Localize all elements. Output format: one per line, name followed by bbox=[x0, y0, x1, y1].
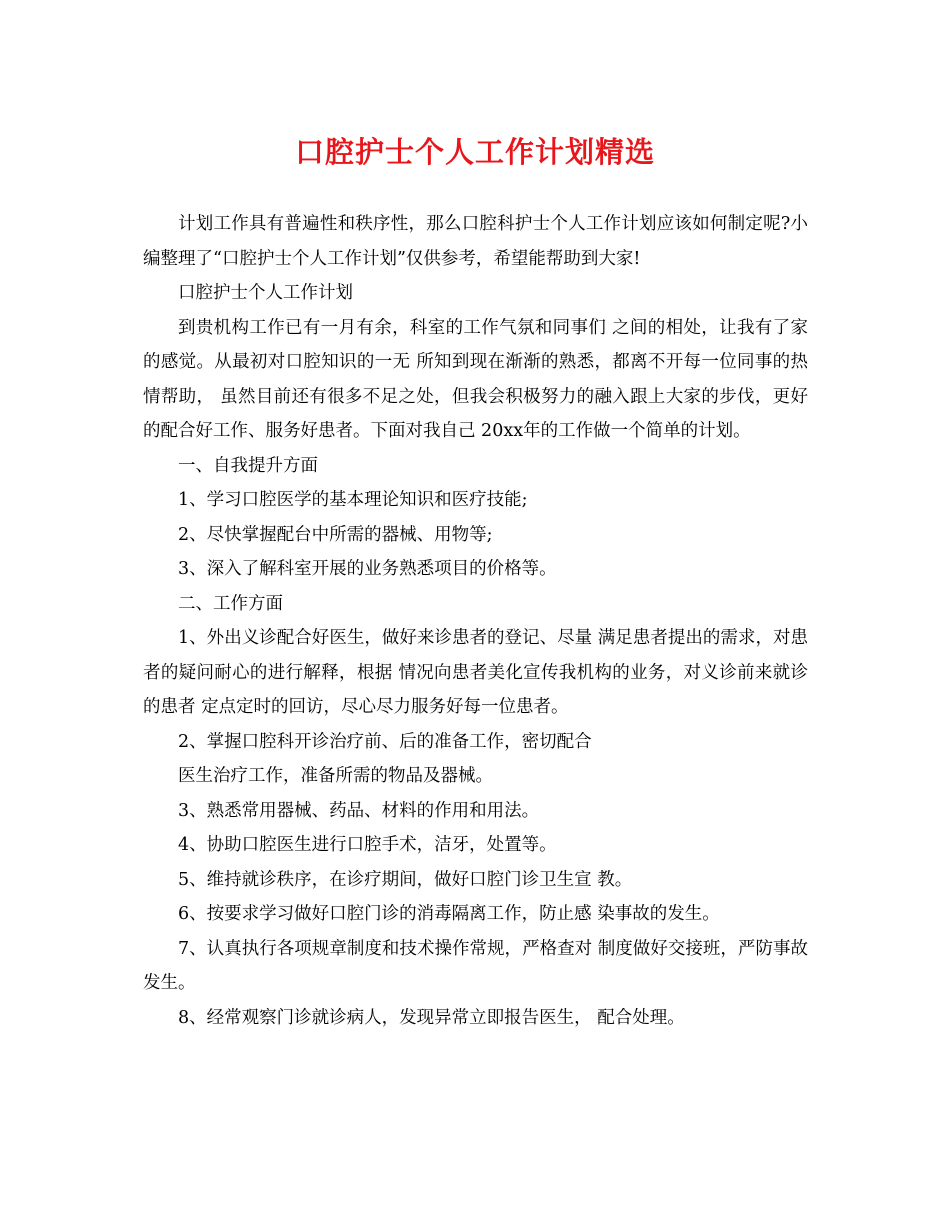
body-paragraph: 6、按要求学习做好口腔门诊的消毒隔离工作，防止感 染事故的发生。 bbox=[178, 904, 720, 924]
body-paragraph: 二、工作方面 bbox=[178, 593, 283, 614]
body-paragraph: 一、自我提升方面 bbox=[178, 455, 318, 476]
document-title: 口腔护士个人工作计划精选 bbox=[294, 135, 655, 169]
body-paragraph: 7、认真执行各项规章制度和技术操作常规，严格查对 制度做好交接班，严防事故发生。 bbox=[143, 938, 808, 993]
body-paragraph: 5、维持就诊秩序，在诊疗期间，做好口腔门诊卫生宣 教。 bbox=[178, 869, 633, 890]
body-paragraph: 2、尽快掌握配台中所需的器械、用物等; bbox=[178, 524, 493, 545]
body-paragraph: 计划工作具有普遍性和秩序性，那么口腔科护士个人工作计划应该如何制定呢?小编整理了“口腔护士个人工作计划”仅供参考，希望能帮助到大家! bbox=[143, 214, 808, 269]
body-paragraph: 4、协助口腔医生进行口腔手术，洁牙，处置等。 bbox=[178, 835, 557, 855]
body-paragraph: 到贵机构工作已有一月有余，科室的工作气氛和同事们 之间的相处，让我有了家的感觉。从最初对口腔知识的一无 所知到现在渐渐的熟悉，都离不开每一位同事的热情帮助， 虽然目前还有很多不足之处，但我会积极努力的融入跟上大家的步伐，更好的配合好工作、服务好患者。下面对我自己 20xx年的工作做一个简单的计划。 bbox=[143, 317, 808, 441]
body-paragraph: 2、掌握口腔科开诊治疗前、后的准备工作，密切配合 bbox=[178, 731, 592, 752]
body-paragraph: 医生治疗工作，准备所需的物品及器械。 bbox=[178, 766, 493, 786]
body-paragraph: 口腔护士个人工作计划 bbox=[178, 283, 353, 303]
body-paragraph: 3、熟悉常用器械、药品、材料的作用和用法。 bbox=[178, 800, 540, 821]
body-paragraph: 1、学习口腔医学的基本理论知识和医疗技能; bbox=[178, 490, 528, 510]
document-body bbox=[143, 207, 808, 1035]
body-paragraph: 3、深入了解科室开展的业务熟悉项目的价格等。 bbox=[178, 559, 557, 579]
body-paragraph: 1、外出义诊配合好医生，做好来诊患者的登记、尽量 满足患者提出的需求，对患者的疑问耐心的进行解释，根据 情况向患者美化宣传我机构的业务，对义诊前来就诊的患者 定点定时的回访，尽心尽力服务好每一位患者。 bbox=[143, 628, 808, 717]
body-paragraph: 8、经常观察门诊就诊病人，发现异常立即报告医生， 配合处理。 bbox=[178, 1007, 685, 1028]
